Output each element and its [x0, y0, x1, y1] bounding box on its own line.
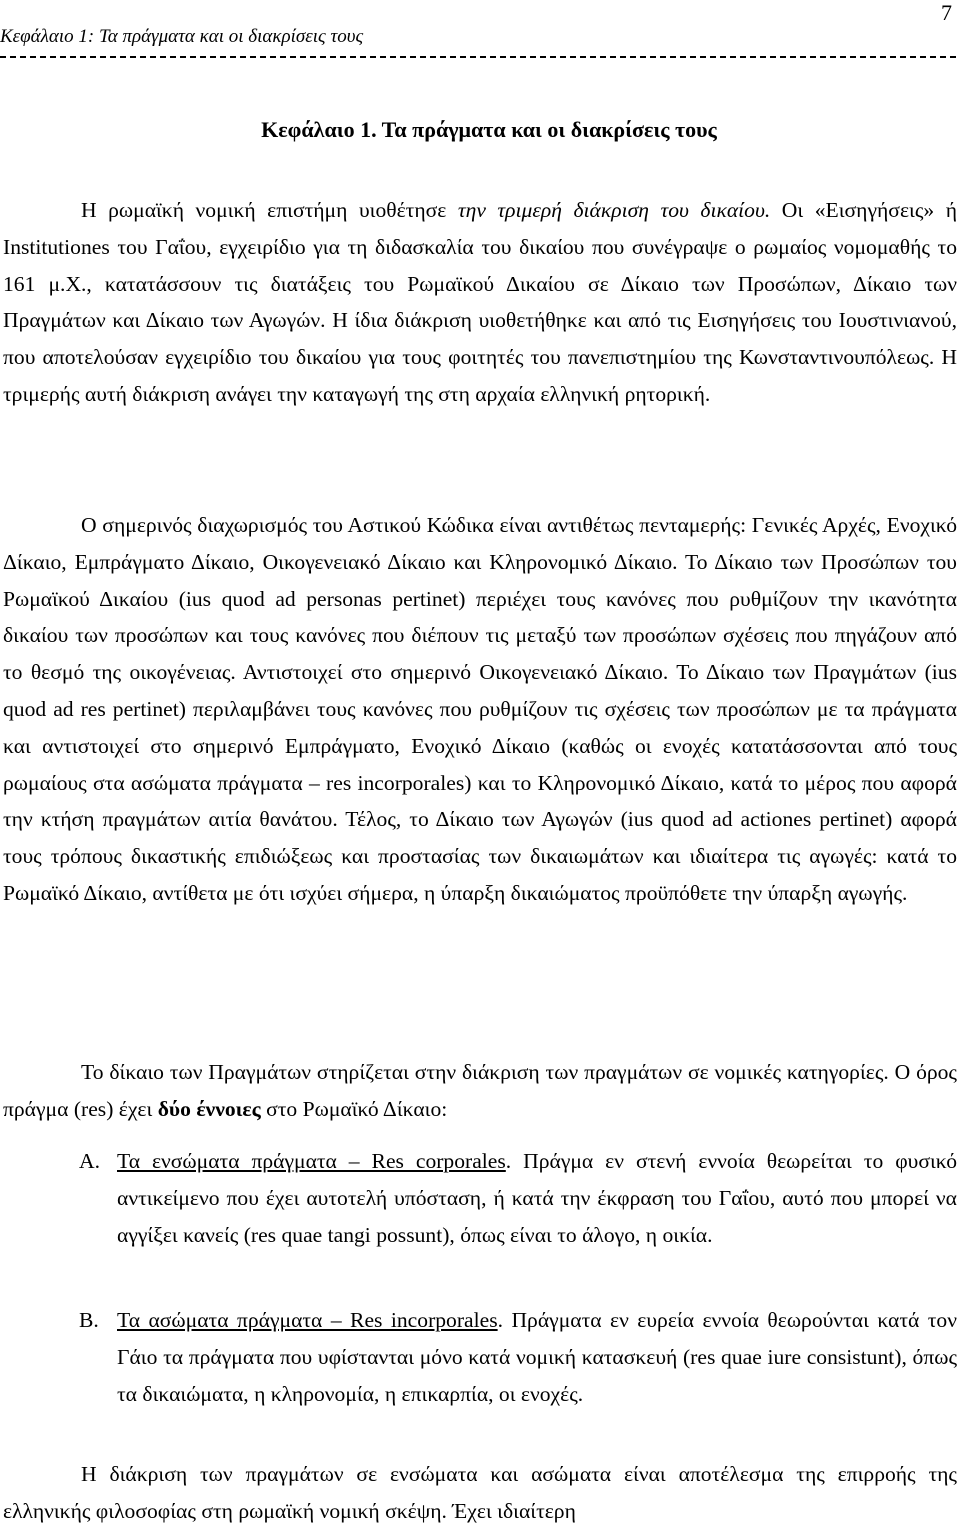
paragraph-3-lead: Το δίκαιο των Πραγμάτων στηρίζεται στην διάκριση των πραγμάτων σε νομικές κατηγορίες. Ο όρος πράγμα (res) έχει	[3, 1060, 957, 1121]
list-marker-b: Β.	[79, 1308, 99, 1332]
chapter-title-text: Κεφάλαιο 1. Τα πράγματα και οι διακρίσεις τους	[261, 117, 717, 142]
paragraph-1-rest: Οι «Εισηγήσεις» ή Institutiones του Γαΐου, εγχειρίδιο για τη διδασκαλία του δικαίου που συνέγραψε ο ρωμαίος νομομαθής το 161 μ.Χ., κατατάσσουν τις διατάξεις του Ρωμαϊκού Δικαίου σε Δίκαιο των Προσώπων, Δίκαιο των Πραγμάτων και Δίκαιο των Αγωγών. Η ίδια διάκριση υιοθετήθηκε και από τις Εισηγήσεις του Ιουστινιανού, που αποτελούσαν εγχειρίδιο του δικαίου για τους φοιτητές του πανεπιστημίου της Κωνσταντινουπόλεως. Η τριμερής αυτή διάκριση ανάγει την καταγωγή της στη αρχαία ελληνική ρητορική.	[3, 198, 957, 406]
paragraph-1-emphasis: την τριμερή διάκριση του δικαίου.	[457, 198, 771, 222]
list-text-b: . Πράγματα εν ευρεία εννοία θεωρούνται κατά τον Γάιο τα πράγματα που υφίστανται μόνο κατά νομική κατασκευή (res quae iure consistunt), όπως τα δικαιώματα, η κληρονομία, η επικαρπία, οι ενοχές.	[117, 1308, 957, 1406]
paragraph-1	[3, 192, 957, 413]
list-item-b	[79, 1302, 957, 1412]
paragraph-1-lead: Η ρωμαϊκή νομική επιστήμη υιοθέτησε	[81, 198, 458, 222]
running-header	[0, 0, 952, 47]
list-term-a: Τα ενσώματα πράγματα – Res corporales	[117, 1149, 506, 1173]
list-text-a: . Πράγμα εν στενή εννοία θεωρείται το φυσικό αντικείμενο που έχει αυτοτελή υπόσταση, ή κατά την έκφραση του Γαΐου, αυτό που μπορεί να αγγίξει κανείς (res quae tangi possunt), όπως είναι το άλογο, η οικία.	[117, 1149, 958, 1247]
running-title: Κεφάλαιο 1: Τα πράγματα και οι διακρίσεις τους	[0, 26, 364, 47]
header-divider	[0, 56, 956, 58]
paragraph-2: Ο σημερινός διαχωρισμός του Αστικού Κώδικα είναι αντιθέτως πενταμερής: Γενικές Αρχές, Ενοχικό Δίκαιο, Εμπράγματο Δίκαιο, Οικογενειακό Δίκαιο και Κληρονομικό Δίκαιο. Το Δίκαιο των Προσώπων του Ρωμαϊκού Δικαίου (ius quod ad personas pertinet) περιέχει τους κανόνες που ρυθμίζουν την ικανότητα δικαίου των προσώπων και τους κανόνες που διέπουν τις μεταξύ των προσώπων σχέσεις που πηγάζουν από το θεσμό της οικογένειας. Αντιστοιχεί στο σημερινό Οικογενειακό Δίκαιο. Το Δίκαιο των Πραγμάτων (ius quod ad res pertinet) περιλαμβάνει τους κανόνες που ρυθμίζουν τις σχέσεις των προσώπων με τα πράγματα και αντιστοιχεί στο σημερινό Εμπράγματο, Ενοχικό Δίκαιο (καθώς οι ενοχές κατατάσσονται από τους ρωμαίους στα ασώματα πράγματα – res incorporales) και το Κληρονομικό Δίκαιο, κατά το μέρος που αφορά την κτήση πραγμάτων αιτία θανάτου. Τέλος, το Δίκαιο των Αγωγών (ius quod ad actiones pertinet) αφορά τους τρόπους δικαστικής επιδιώξεως και προστασίας των δικαιωμάτων και ιδιαίτερα τις αγωγές: κατά το Ρωμαϊκό Δίκαιο, αντίθετα με ότι ισχύει σήμερα, η ύπαρξη δικαιώματος προϋπόθετε την ύπαρξη αγωγής.	[3, 513, 957, 905]
chapter-title	[0, 117, 960, 143]
page-number: 7	[941, 0, 952, 25]
paragraph-3	[3, 1054, 957, 1128]
list-item-a	[79, 1143, 957, 1253]
paragraph-5: Η διάκριση των πραγμάτων σε ενσώματα και ασώματα είναι αποτέλεσμα της επιρροής της ελληνικής φιλοσοφίας στη ρωμαϊκή νομική σκέψη. Έχει ιδιαίτερη	[3, 1462, 957, 1523]
paragraph-3-bold: δύο έννοιες	[157, 1096, 261, 1121]
list-term-b: Τα ασώματα πράγματα – Res incorporales	[117, 1308, 498, 1332]
list-marker-a: Α.	[79, 1149, 100, 1173]
paragraph-3-rest: στο Ρωμαϊκό Δίκαιο:	[260, 1096, 448, 1121]
